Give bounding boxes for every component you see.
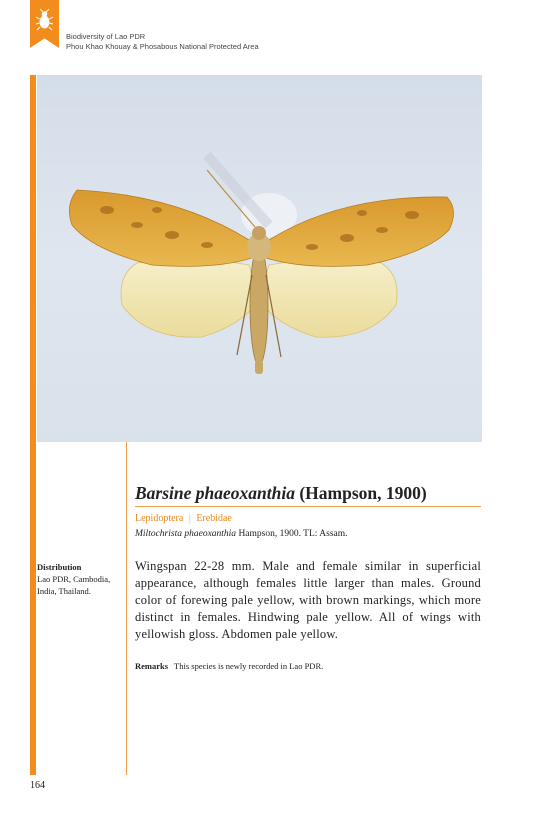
beetle-icon <box>30 0 59 34</box>
species-name: Barsine phaeoxanthia <box>135 483 295 503</box>
column-divider <box>126 442 127 775</box>
synonym-line <box>135 529 348 539</box>
synonym-name: Miltochrista phaeoxanthia <box>135 529 237 539</box>
remarks-text: This species is newly recorded in Lao PDR. <box>174 661 324 671</box>
header-tab <box>30 0 59 48</box>
specimen-photo <box>37 75 482 442</box>
side-accent-bar <box>30 75 36 775</box>
page-number: 164 <box>30 780 45 791</box>
running-header <box>66 32 259 52</box>
taxon-separator: | <box>188 513 191 524</box>
species-title <box>135 483 427 504</box>
order-name: Lepidoptera <box>135 513 184 524</box>
taxonomy-line <box>135 513 232 524</box>
species-description: Wingspan 22-28 mm. Male and female similar in superficial appearance, although females little larger than males. Ground color of forewing pale yellow, with brown markings, which more distinct in females. Hindwing pale yellow. All of wings with yellowish gloss. Abdomen pale yellow. <box>135 559 481 641</box>
header-line-2: Phou Khao Khouay & Phosabous National Protected Area <box>66 42 259 51</box>
species-authority: (Hampson, 1900) <box>299 483 427 503</box>
synonym-authority: Hampson, 1900. TL: Assam. <box>236 529 348 539</box>
distribution-box <box>37 561 125 597</box>
header-line-1: Biodiversity of Lao PDR <box>66 32 146 41</box>
distribution-heading: Distribution <box>37 562 82 572</box>
distribution-text: Lao PDR, Cambodia, India, Thailand. <box>37 574 111 596</box>
remarks-label: Remarks <box>135 661 169 671</box>
family-name: Erebidae <box>196 513 232 524</box>
title-rule <box>135 506 481 507</box>
remarks <box>135 661 323 671</box>
